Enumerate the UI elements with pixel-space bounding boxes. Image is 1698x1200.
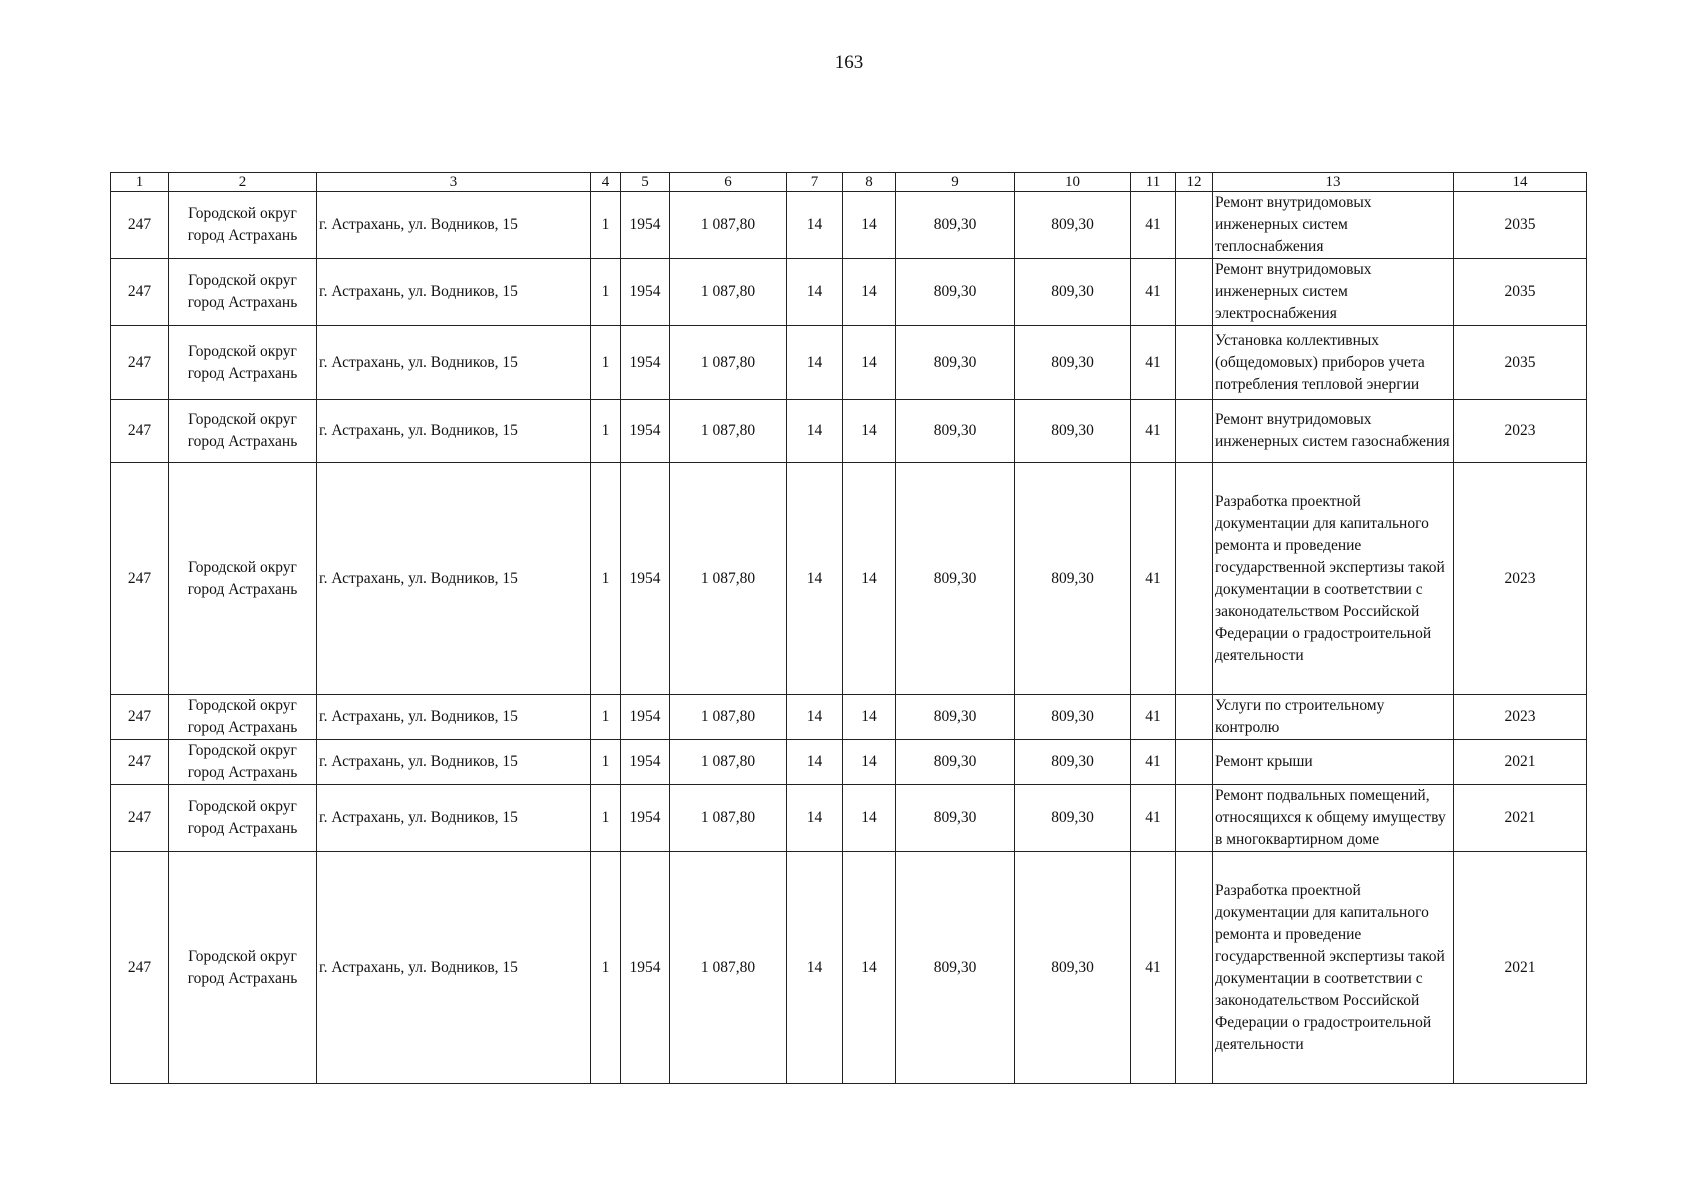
table-row	[111, 192, 1587, 259]
col11-cell: 41	[1131, 400, 1176, 463]
col-number-header: 9	[896, 173, 1015, 192]
work-type-cell: Ремонт внутридомовых инженерных систем электроснабжения	[1213, 259, 1454, 326]
table-row	[111, 463, 1587, 695]
col-number-header: 5	[621, 173, 670, 192]
col9-cell: 809,30	[896, 740, 1015, 785]
table-row	[111, 695, 1587, 740]
col7-cell: 14	[787, 326, 843, 400]
col11-cell: 41	[1131, 695, 1176, 740]
work-type-cell: Ремонт внутридомовых инженерных систем теплоснабжения	[1213, 192, 1454, 259]
work-type-cell: Ремонт подвальных помещений, относящихся к общему имуществу в многоквартирном доме	[1213, 785, 1454, 852]
col4-cell: 1	[591, 400, 621, 463]
col-number-header: 2	[169, 173, 317, 192]
year-built-cell: 1954	[621, 740, 670, 785]
col11-cell: 41	[1131, 259, 1176, 326]
col7-cell: 14	[787, 400, 843, 463]
col7-cell: 14	[787, 740, 843, 785]
col11-cell: 41	[1131, 852, 1176, 1084]
col11-cell: 41	[1131, 463, 1176, 695]
row-number-cell: 247	[111, 740, 169, 785]
municipality-cell: Городской округ город Астрахань	[169, 463, 317, 695]
col10-cell: 809,30	[1015, 852, 1131, 1084]
row-number-cell: 247	[111, 695, 169, 740]
col9-cell: 809,30	[896, 852, 1015, 1084]
col4-cell: 1	[591, 852, 621, 1084]
planned-year-cell: 2021	[1454, 852, 1587, 1084]
col4-cell: 1	[591, 259, 621, 326]
col8-cell: 14	[843, 463, 896, 695]
col-number-header: 13	[1213, 173, 1454, 192]
col9-cell: 809,30	[896, 192, 1015, 259]
address-cell: г. Астрахань, ул. Водников, 15	[317, 852, 591, 1084]
address-cell: г. Астрахань, ул. Водников, 15	[317, 326, 591, 400]
col4-cell: 1	[591, 326, 621, 400]
planned-year-cell: 2035	[1454, 192, 1587, 259]
planned-year-cell: 2023	[1454, 463, 1587, 695]
col7-cell: 14	[787, 192, 843, 259]
col10-cell: 809,30	[1015, 192, 1131, 259]
col9-cell: 809,30	[896, 695, 1015, 740]
col12-cell	[1176, 695, 1213, 740]
col12-cell	[1176, 785, 1213, 852]
col8-cell: 14	[843, 740, 896, 785]
col-number-header: 4	[591, 173, 621, 192]
col9-cell: 809,30	[896, 785, 1015, 852]
table-row	[111, 326, 1587, 400]
row-number-cell: 247	[111, 785, 169, 852]
total-area-cell: 1 087,80	[670, 259, 787, 326]
col10-cell: 809,30	[1015, 695, 1131, 740]
year-built-cell: 1954	[621, 192, 670, 259]
planned-year-cell: 2023	[1454, 695, 1587, 740]
col12-cell	[1176, 326, 1213, 400]
col10-cell: 809,30	[1015, 463, 1131, 695]
year-built-cell: 1954	[621, 852, 670, 1084]
col4-cell: 1	[591, 695, 621, 740]
col4-cell: 1	[591, 785, 621, 852]
work-type-cell: Разработка проектной документации для капитального ремонта и проведение государственной экспертизы такой документации в соответствии с законодательством Российской Федерации о градостроительной деятельности	[1213, 463, 1454, 695]
col4-cell: 1	[591, 740, 621, 785]
planned-year-cell: 2021	[1454, 785, 1587, 852]
col8-cell: 14	[843, 400, 896, 463]
municipality-cell: Городской округ город Астрахань	[169, 695, 317, 740]
col10-cell: 809,30	[1015, 785, 1131, 852]
year-built-cell: 1954	[621, 326, 670, 400]
column-number-row	[111, 173, 1587, 192]
col4-cell: 1	[591, 463, 621, 695]
planned-year-cell: 2035	[1454, 259, 1587, 326]
municipality-cell: Городской округ город Астрахань	[169, 192, 317, 259]
table-row	[111, 740, 1587, 785]
total-area-cell: 1 087,80	[670, 400, 787, 463]
col-number-header: 7	[787, 173, 843, 192]
municipality-cell: Городской округ город Астрахань	[169, 259, 317, 326]
row-number-cell: 247	[111, 463, 169, 695]
municipality-cell: Городской округ город Астрахань	[169, 326, 317, 400]
table-row	[111, 259, 1587, 326]
col10-cell: 809,30	[1015, 400, 1131, 463]
year-built-cell: 1954	[621, 400, 670, 463]
row-number-cell: 247	[111, 192, 169, 259]
municipality-cell: Городской округ город Астрахань	[169, 740, 317, 785]
work-type-cell: Разработка проектной документации для капитального ремонта и проведение государственной экспертизы такой документации в соответствии с законодательством Российской Федерации о градостроительной деятельности	[1213, 852, 1454, 1084]
col-number-header: 8	[843, 173, 896, 192]
total-area-cell: 1 087,80	[670, 852, 787, 1084]
table-row	[111, 785, 1587, 852]
planned-year-cell: 2023	[1454, 400, 1587, 463]
municipality-cell: Городской округ город Астрахань	[169, 785, 317, 852]
col10-cell: 809,30	[1015, 326, 1131, 400]
col8-cell: 14	[843, 326, 896, 400]
col12-cell	[1176, 400, 1213, 463]
col-number-header: 3	[317, 173, 591, 192]
total-area-cell: 1 087,80	[670, 785, 787, 852]
row-number-cell: 247	[111, 326, 169, 400]
col8-cell: 14	[843, 259, 896, 326]
year-built-cell: 1954	[621, 785, 670, 852]
work-type-cell: Установка коллективных (общедомовых) приборов учета потребления тепловой энергии	[1213, 326, 1454, 400]
col-number-header: 12	[1176, 173, 1213, 192]
col12-cell	[1176, 740, 1213, 785]
address-cell: г. Астрахань, ул. Водников, 15	[317, 192, 591, 259]
col9-cell: 809,30	[896, 259, 1015, 326]
table-row	[111, 400, 1587, 463]
address-cell: г. Астрахань, ул. Водников, 15	[317, 695, 591, 740]
total-area-cell: 1 087,80	[670, 463, 787, 695]
col12-cell	[1176, 259, 1213, 326]
address-cell: г. Астрахань, ул. Водников, 15	[317, 463, 591, 695]
row-number-cell: 247	[111, 852, 169, 1084]
year-built-cell: 1954	[621, 463, 670, 695]
col11-cell: 41	[1131, 326, 1176, 400]
col11-cell: 41	[1131, 785, 1176, 852]
year-built-cell: 1954	[621, 259, 670, 326]
total-area-cell: 1 087,80	[670, 326, 787, 400]
work-type-cell: Ремонт крыши	[1213, 740, 1454, 785]
table-row	[111, 852, 1587, 1084]
col12-cell	[1176, 852, 1213, 1084]
col11-cell: 41	[1131, 192, 1176, 259]
work-type-cell: Ремонт внутридомовых инженерных систем газоснабжения	[1213, 400, 1454, 463]
col9-cell: 809,30	[896, 326, 1015, 400]
work-type-cell: Услуги по строительному контролю	[1213, 695, 1454, 740]
col-number-header: 6	[670, 173, 787, 192]
col8-cell: 14	[843, 192, 896, 259]
total-area-cell: 1 087,80	[670, 695, 787, 740]
municipality-cell: Городской округ город Астрахань	[169, 852, 317, 1084]
repair-program-table	[110, 172, 1587, 1084]
col8-cell: 14	[843, 785, 896, 852]
col-number-header: 14	[1454, 173, 1587, 192]
col-number-header: 1	[111, 173, 169, 192]
municipality-cell: Городской округ город Астрахань	[169, 400, 317, 463]
col7-cell: 14	[787, 785, 843, 852]
col7-cell: 14	[787, 463, 843, 695]
col7-cell: 14	[787, 695, 843, 740]
col12-cell	[1176, 192, 1213, 259]
col7-cell: 14	[787, 852, 843, 1084]
col8-cell: 14	[843, 695, 896, 740]
col10-cell: 809,30	[1015, 259, 1131, 326]
row-number-cell: 247	[111, 259, 169, 326]
col4-cell: 1	[591, 192, 621, 259]
total-area-cell: 1 087,80	[670, 740, 787, 785]
page-number: 163	[834, 52, 864, 73]
col7-cell: 14	[787, 259, 843, 326]
col9-cell: 809,30	[896, 463, 1015, 695]
address-cell: г. Астрахань, ул. Водников, 15	[317, 740, 591, 785]
col9-cell: 809,30	[896, 400, 1015, 463]
address-cell: г. Астрахань, ул. Водников, 15	[317, 400, 591, 463]
col-number-header: 10	[1015, 173, 1131, 192]
col-number-header: 11	[1131, 173, 1176, 192]
col11-cell: 41	[1131, 740, 1176, 785]
address-cell: г. Астрахань, ул. Водников, 15	[317, 785, 591, 852]
year-built-cell: 1954	[621, 695, 670, 740]
planned-year-cell: 2021	[1454, 740, 1587, 785]
row-number-cell: 247	[111, 400, 169, 463]
total-area-cell: 1 087,80	[670, 192, 787, 259]
col10-cell: 809,30	[1015, 740, 1131, 785]
col12-cell	[1176, 463, 1213, 695]
col8-cell: 14	[843, 852, 896, 1084]
planned-year-cell: 2035	[1454, 326, 1587, 400]
address-cell: г. Астрахань, ул. Водников, 15	[317, 259, 591, 326]
